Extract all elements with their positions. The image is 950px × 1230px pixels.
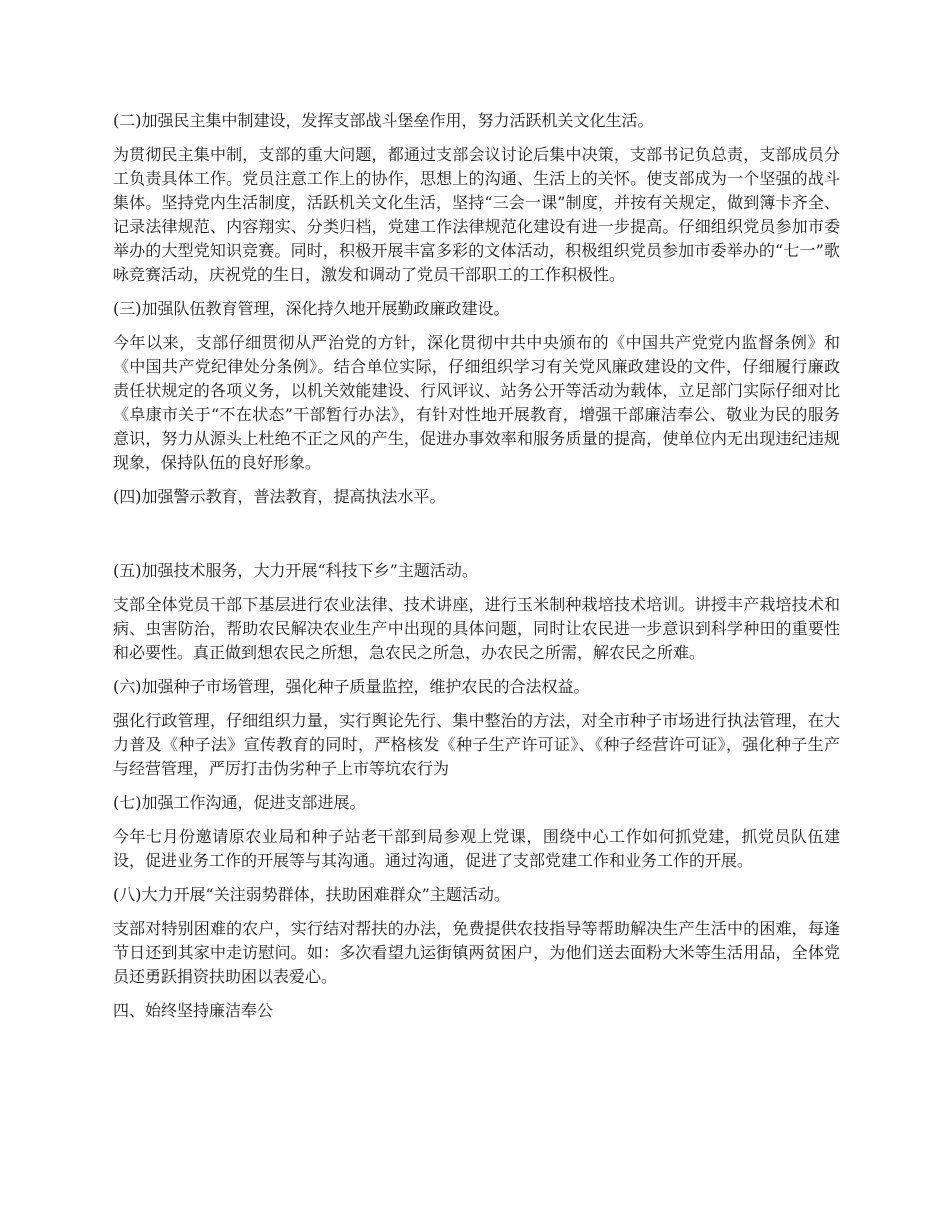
section-heading: 四、始终坚持廉洁奉公 [113, 1001, 274, 1020]
section-body: 今年七月份邀请原农业局和种子站老干部到局参观上党课，围绕中心工作如何抓党建，抓党员队伍建设，促进业务工作的开展等与其沟通。通过沟通，促进了支部党建工作和业务工作的开展。 [113, 827, 840, 870]
section-heading: (七)加强工作沟通，促进支部进展。 [113, 793, 366, 812]
section-heading: (三)加强队伍教育管理，深化持久地开展勤政廉政建设。 [113, 299, 510, 318]
section-heading: (五)加强技术服务，大力开展“科技下乡”主题活动。 [113, 561, 478, 580]
section-body: 支部对特别困难的农户，实行结对帮扶的办法，免费提供农技指导等帮助解决生产生活中的困难，每逢节日还到其家中走访慰问。如：多次看望九运街镇两贫困户，为他们送去面粉大米等生活用品，全体党员还勇跃捐资扶助困以表爱心。 [113, 919, 840, 986]
section-heading: (八)大力开展“关注弱势群体，扶助困难群众”主题活动。 [113, 885, 510, 904]
section-body: 强化行政管理，仔细组织力量，实行舆论先行、集中整治的方法，对全市种子市场进行执法管理，在大力普及《种子法》宣传教育的同时，严格核发《种子生产许可证》、《种子经营许可证》，强化种子生产与经营管理，严厉打击伪劣种子上市等坑农行为 [113, 711, 840, 778]
section-heading: (六)加强种子市场管理，强化种子质量监控，维护农民的合法权益。 [113, 677, 590, 696]
section-body: 为贯彻民主集中制，支部的重大问题，都通过支部会议讨论后集中决策，支部书记负总责，支部成员分工负责具体工作。党员注意工作上的协作，思想上的沟通、生活上的关怀。使支部成为一个坚强的战斗集体。坚持党内生活制度，活跃机关文化生活，坚持“三会一课”制度，并按有关规定，做到簿卡齐全、记录法律规范、内容翔实、分类归档，党建工作法律规范化建设有进一步提高。仔细组织党员参加市委举办的大型党知识竞赛。同时，积极开展丰富多彩的文体活动，积极组织党员参加市委举办的“七一”歌咏竞赛活动，庆祝党的生日，激发和调动了党员干部职工的工作积极性。 [113, 145, 840, 284]
section-body: 今年以来，支部仔细贯彻从严治党的方针，深化贯彻中共中央颁布的《中国共产党党内监督条例》和《中国共产党纪律处分条例》。结合单位实际，仔细组织学习有关党风廉政建设的文件，仔细履行廉政责任状规定的各项义务，以机关效能建设、行风评议、站务公开等活动为载体，立足部门实际仔细对比《阜康市关于“不在状态”干部暂行办法》，有针对性地开展教育，增强干部廉洁奉公、敬业为民的服务意识，努力从源头上杜绝不正之风的产生，促进办事效率和服务质量的提高，使单位内无出现违纪违规现象，保持队伍的良好形象。 [113, 333, 840, 472]
section-heading: (二)加强民主集中制建设，发挥支部战斗堡垒作用，努力活跃机关文化生活。 [113, 111, 654, 130]
blank-space [113, 519, 840, 559]
section-heading: (四)加强警示教育，普法教育，提高执法水平。 [113, 487, 446, 506]
section-body: 支部全体党员干部下基层进行农业法律、技术讲座，进行玉米制种栽培技术培训。讲授丰产栽培技术和病、虫害防治，帮助农民解决农业生产中出现的具体问题，同时让农民进一步意识到科学种田的重要性和必要性。真正做到想农民之所想，急农民之所急，办农民之所需，解农民之所难。 [113, 595, 840, 662]
